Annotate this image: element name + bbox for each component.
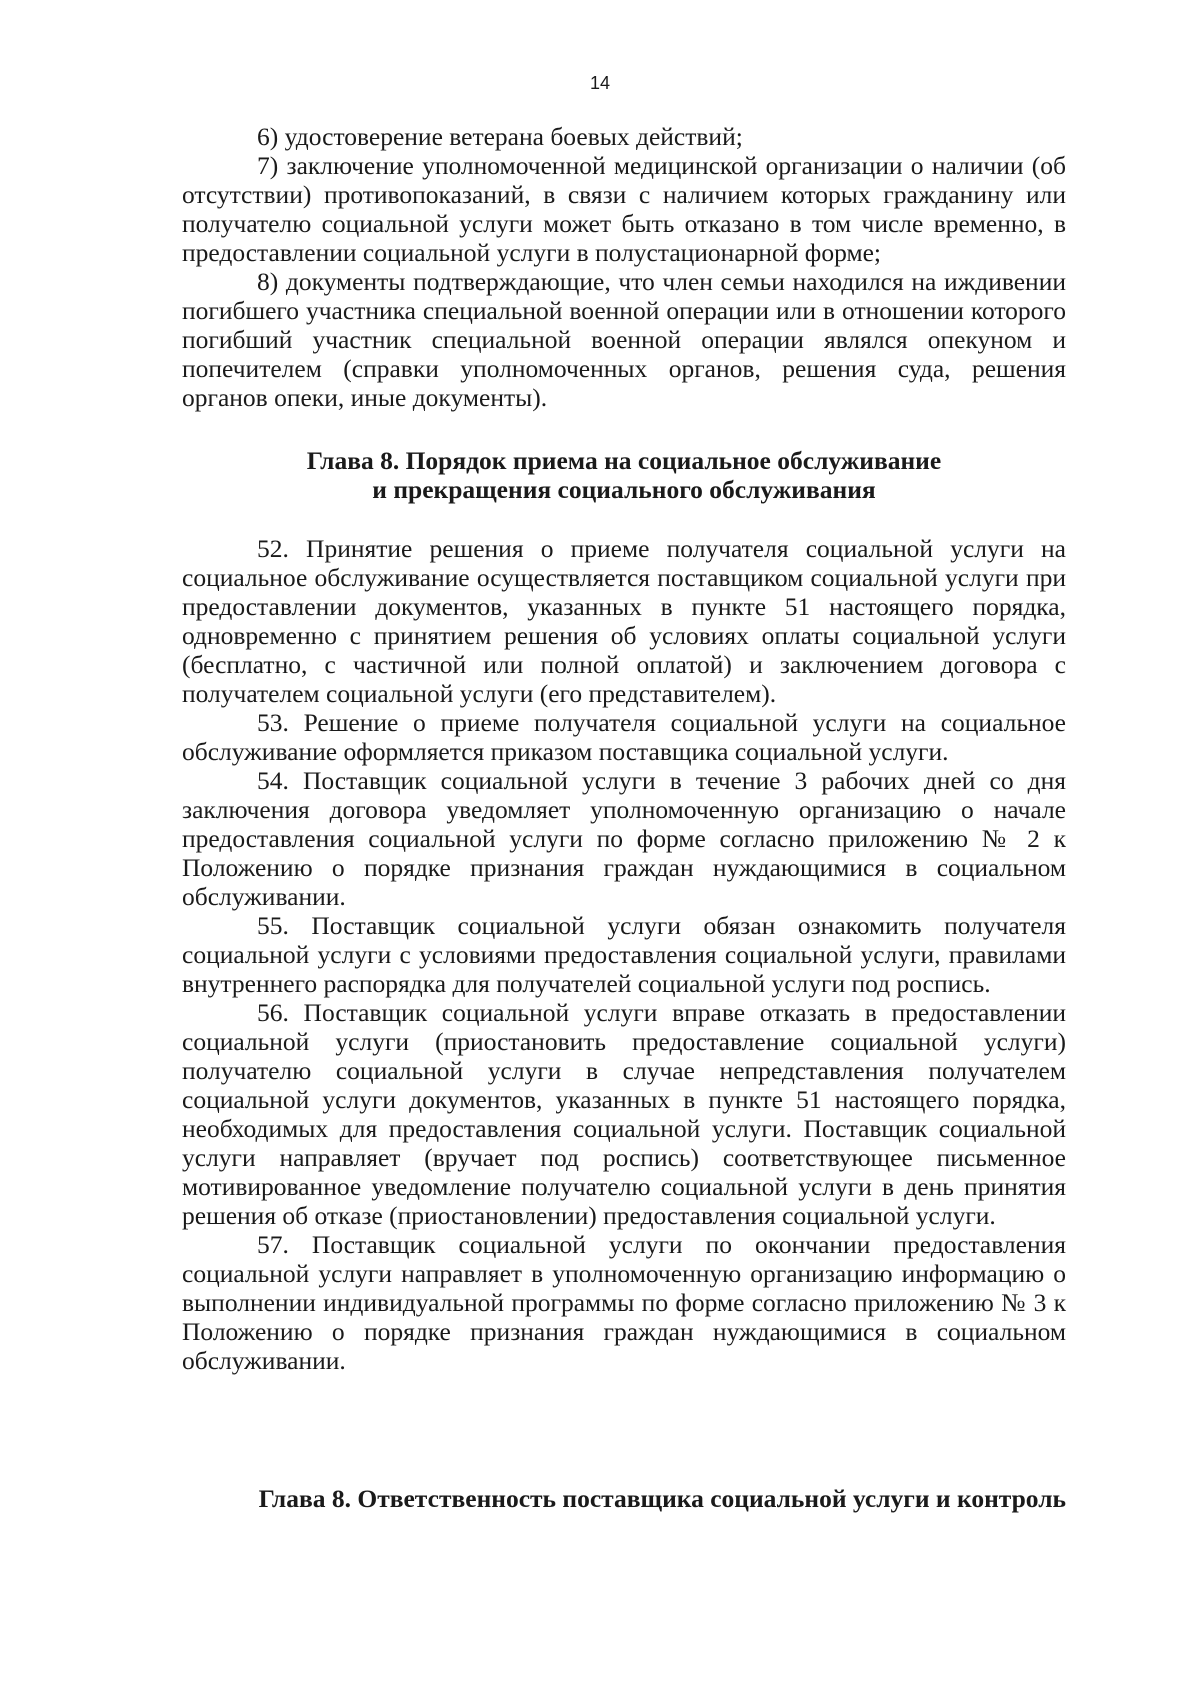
paragraph: 55. Поставщик социальной услуги обязан ознакомить получателя социальной услуги с условиями предоставления социальной услуги, правилами внутреннего распорядка для получателей социальной услуги под роспись. [182, 911, 1066, 998]
chapter-heading-line: Глава 8. Порядок приема на социальное обслуживание [306, 446, 942, 475]
list-item: 8) документы подтверждающие, что член семьи находился на иждивении погибшего участника специальной военной операции или в отношении которого погибший участник специальной военной операции являлся опекуном и попечителем (справки уполномоченных органов, решения суда, решения органов опеки, иные документы). [182, 267, 1066, 412]
paragraph: 57. Поставщик социальной услуги по окончании предоставления социальной услуги направляет в уполномоченную организацию информацию о выполнении индивидуальной программы по форме согласно приложению № 3 к Положению о порядке признания граждан нуждающимися в социальном обслуживании. [182, 1230, 1066, 1375]
paragraph: 52. Принятие решения о приеме получателя социальной услуги на социальное обслуживание осуществляется поставщиком социальной услуги при предоставлении документов, указанных в пункте 51 настоящего порядка, одновременно с принятием решения об условиях оплаты социальной услуги (бесплатно, с частичной или полной оплатой) и заключением договора с получателем социальной услуги (его представителем). [182, 534, 1066, 708]
list-item: 6) удостоверение ветерана боевых действий; [257, 122, 743, 151]
paragraph: 54. Поставщик социальной услуги в течение 3 рабочих дней со дня заключения договора уведомляет уполномоченную организацию о начале предоставления социальной услуги по форме согласно приложению № 2 к Положению о порядке признания граждан нуждающимися в социальном обслуживании. [182, 766, 1066, 911]
paragraph: 56. Поставщик социальной услуги вправе отказать в предоставлении социальной услуги (приостановить предоставление социальной услуги) получателю социальной услуги в случае непредставления получателем социальной услуги документов, указанных в пункте 51 настоящего порядка, необходимых для предоставления социальной услуги. Поставщик социальной услуги направляет (вручает под роспись) соответствующее письменное мотивированное уведомление получателю социальной услуги в день принятия решения об отказе (приостановлении) предоставления социальной услуги. [182, 998, 1066, 1230]
list-item: 7) заключение уполномоченной медицинской организации о наличии (об отсутствии) противопоказаний, в связи с наличием которых гражданину или получателю социальной услуги может быть отказано в том числе временно, в предоставлении социальной услуги в полустационарной форме; [182, 151, 1066, 267]
chapter-body [182, 534, 1066, 1375]
chapter-heading: Глава 8. Ответственность поставщика социальной услуги и контроль [258, 1484, 1066, 1513]
paragraph: 53. Решение о приеме получателя социальной услуги на социальное обслуживание оформляется приказом поставщика социальной услуги. [182, 708, 1066, 766]
chapter-heading [182, 446, 1066, 504]
document-list [182, 122, 1066, 412]
page-number: 14 [589, 73, 611, 93]
chapter-heading-line: и прекращения социального обслуживания [372, 475, 876, 504]
